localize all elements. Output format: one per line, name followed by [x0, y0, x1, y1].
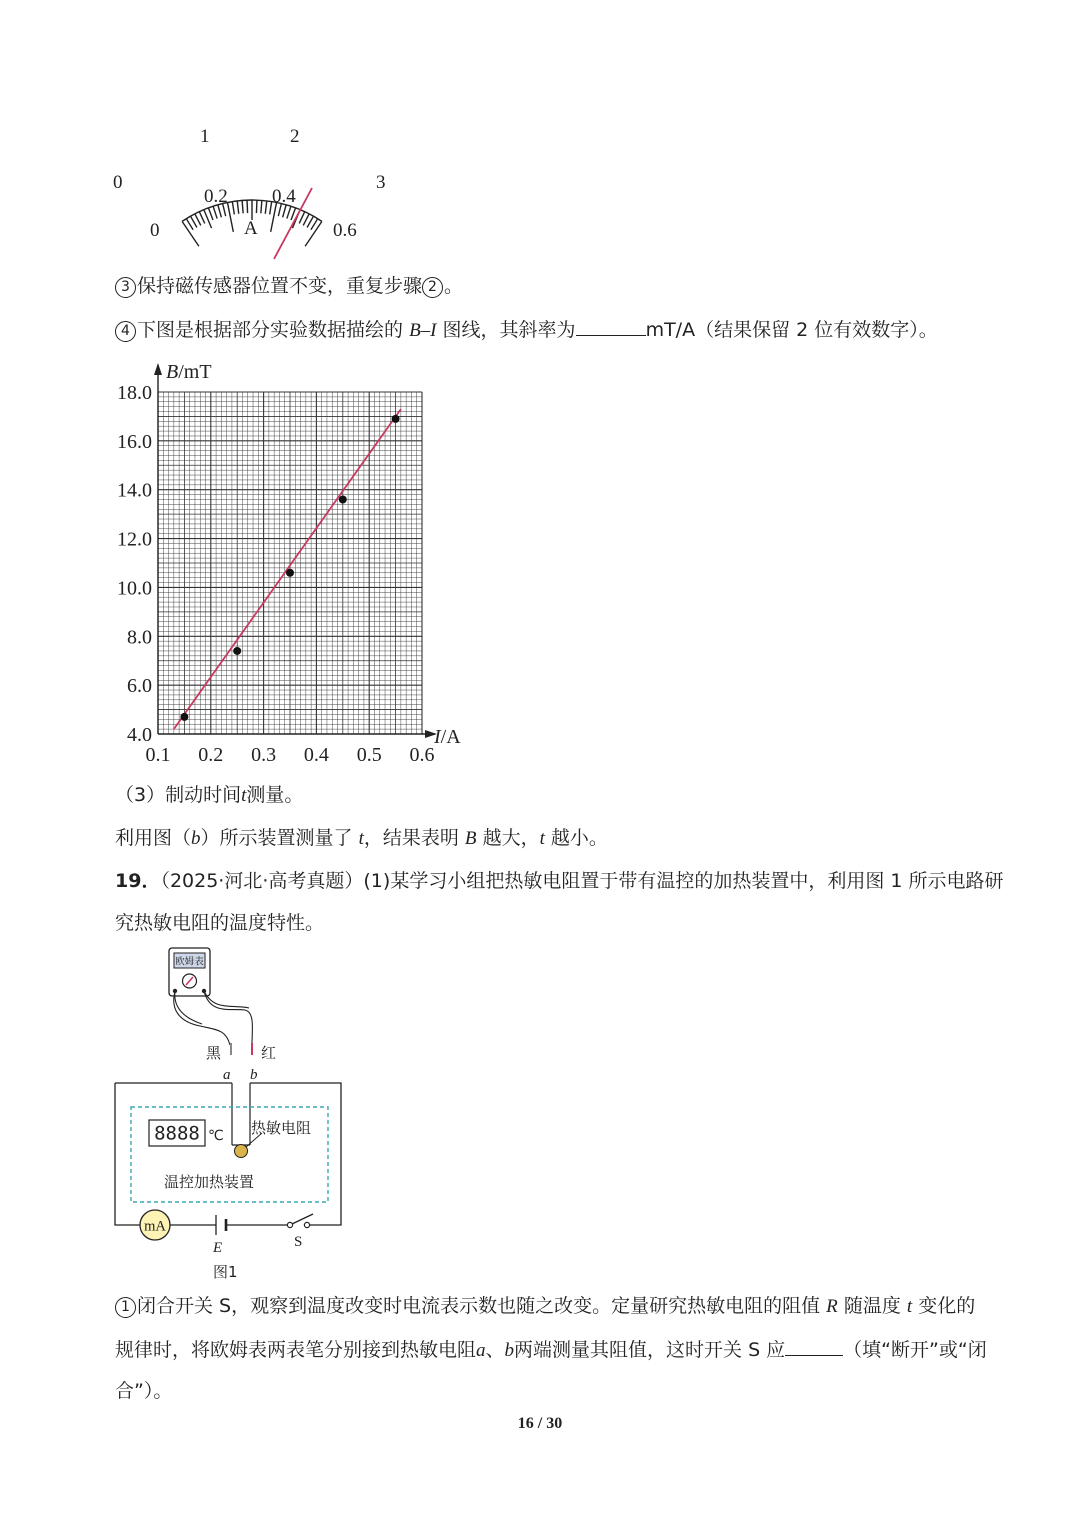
step4-var: B–I: [409, 320, 437, 341]
x-tick-label: 0.3: [251, 744, 277, 766]
q19-step1-line2-c: （填“断开”或“闭: [843, 1339, 987, 1361]
part3-line: [115, 783, 303, 808]
switch-pivot: [287, 1222, 292, 1227]
dial-tick: [199, 212, 204, 224]
dial-inner-tick-3: 0.6: [333, 220, 357, 241]
dial-tick: [195, 214, 201, 226]
y-tick-label: 18.0: [117, 382, 152, 404]
fit-line: [174, 409, 401, 729]
q19-line2: [115, 911, 324, 935]
step4-marker: 4: [115, 321, 136, 342]
dial-inner-tick-0: 0: [150, 220, 160, 241]
data-point: [339, 495, 347, 503]
ohmmeter: [169, 948, 210, 996]
q19-number: 19．: [115, 870, 161, 892]
heater-label: 温控加热装置: [164, 1173, 255, 1191]
chart-y-label: B/mT: [166, 361, 212, 383]
page-number: 16 / 30: [517, 1415, 563, 1432]
x-tick-label: 0.6: [409, 744, 435, 766]
y-tick-label: 16.0: [117, 430, 152, 453]
dial-inner-tick-2: 0.4: [272, 186, 296, 207]
thermistor-bead: [235, 1145, 248, 1158]
part3-desc-B: B: [464, 828, 477, 849]
switch-answer-blank[interactable]: [785, 1337, 843, 1356]
dial-tick: [287, 206, 291, 218]
chart-x-tick-labels: [146, 744, 435, 766]
part3-text-a: （3）制动时间: [115, 784, 242, 806]
terminal-b-label: b: [250, 1067, 258, 1083]
dial-outer-tick-0: 0: [113, 172, 123, 193]
dial-tick: [213, 206, 217, 218]
chart-x-label: I/A: [434, 726, 461, 748]
display-digits: 8888: [154, 1122, 200, 1145]
step3-end: 。: [444, 275, 464, 297]
q19-step1-line1: [115, 1294, 975, 1319]
dial-tick: [208, 208, 213, 220]
y-axis-arrow: [154, 363, 162, 375]
red-probe-label: 红: [261, 1044, 277, 1062]
dial-inner-tick-1: 0.2: [204, 186, 228, 207]
data-point: [233, 647, 241, 655]
step3-marker2: 2: [422, 277, 443, 298]
chart-grid: [158, 392, 422, 734]
chart-y-tick-labels: [117, 382, 152, 746]
dial-tick: [232, 202, 234, 215]
q19-step1-a: a: [476, 1340, 486, 1361]
x-tick-label: 0.2: [198, 744, 224, 766]
dial-tick: [261, 200, 262, 213]
dial-tick: [303, 214, 309, 226]
q19-step1-line3: [115, 1379, 172, 1403]
step3-line: [115, 274, 463, 298]
dial-unit: A: [244, 218, 258, 239]
data-point: [392, 415, 400, 423]
dial-tick: [256, 200, 257, 213]
q19-part: (1): [363, 870, 391, 892]
q19-step1-marker: 1: [115, 1297, 136, 1318]
part3-desc-t1: t: [358, 828, 364, 849]
q19-step1-text-b: 随温度: [843, 1295, 901, 1317]
x-tick-label: 0.5: [356, 744, 382, 766]
part3-desc-a: 利用图（: [115, 827, 192, 849]
part3-desc-text-e: 越小。: [550, 827, 608, 849]
x-tick-label: 0.4: [303, 744, 329, 766]
q19-text-a: 某学习小组把热敏电阻置于带有温控的加热装置中，利用图 1 所示电路研: [390, 870, 1004, 892]
black-lead: [174, 991, 230, 1045]
ohmmeter-label: 欧姆表: [175, 956, 204, 968]
slope-answer-blank[interactable]: [576, 317, 646, 336]
q19-step1-line2-b: 两端测量其阻值，这时开关 S 应: [514, 1339, 786, 1361]
red-lead-2: [204, 991, 249, 1008]
step4-text-b: 图线，其斜率为: [442, 319, 576, 341]
part3-desc-t2: t: [539, 828, 545, 849]
dial-outer-tick-3: 3: [376, 172, 386, 193]
dial-tick: [237, 201, 239, 214]
ammeter-dial: [100, 120, 420, 265]
x-tick-label: 0.1: [145, 744, 171, 766]
switch-blade: [292, 1214, 313, 1224]
step4-text-a: 下图是根据部分实验数据描绘的: [137, 319, 404, 341]
step4-line: [115, 317, 938, 343]
y-tick-label: 8.0: [127, 626, 152, 649]
q19-step1-line2-a: 规律时，将欧姆表两表笔分别接到热敏电阻: [115, 1339, 477, 1361]
display-unit: ℃: [208, 1128, 224, 1144]
step3-text: 保持磁传感器位置不变，重复步骤: [137, 275, 423, 297]
dial-tick: [299, 212, 304, 224]
step3-marker: 3: [115, 277, 136, 298]
q19-line1: [115, 869, 1003, 893]
y-tick-label: 6.0: [127, 675, 152, 698]
part3-var: t: [241, 785, 247, 806]
b-i-chart: [100, 355, 490, 775]
part3-desc-b: b: [191, 828, 201, 849]
data-point: [180, 713, 188, 721]
data-point: [286, 569, 294, 577]
battery-label: E: [213, 1240, 223, 1256]
figure1-caption: 图1: [213, 1263, 238, 1281]
switch-label: S: [294, 1234, 303, 1250]
y-tick-label: 12.0: [117, 528, 152, 551]
q19-step1-line3-text: 合”）。: [115, 1380, 173, 1402]
dial-outer-tick-1: 1: [200, 126, 210, 147]
q19-step1-line2: [115, 1337, 987, 1363]
part3-desc-text-b: ）所示装置测量了: [200, 827, 353, 849]
step4-text-c: mT/A（结果保留 2 位有效数字）。: [645, 319, 938, 341]
q19-text-b: 究热敏电阻的温度特性。: [115, 912, 325, 934]
milliammeter-label: mA: [144, 1218, 166, 1235]
dial-tick: [265, 201, 267, 214]
y-tick-label: 10.0: [117, 577, 152, 600]
part3-desc-text-d: 越大，: [482, 827, 540, 849]
q19-step1-b: b: [504, 1340, 515, 1361]
dial-tick: [242, 200, 243, 213]
red-lead: [204, 991, 252, 1045]
terminal-a-label: a: [223, 1067, 231, 1083]
y-tick-label: 4.0: [127, 724, 152, 746]
dial-outer-tick-2: 2: [290, 126, 300, 147]
black-probe-label: 黑: [206, 1044, 222, 1062]
y-tick-label: 14.0: [117, 479, 152, 502]
thermistor-label: 热敏电阻: [251, 1119, 312, 1137]
q19-step1-text-a: 闭合开关 S，观察到温度改变时电流表示数也随之改变。定量研究热敏电阻的阻值: [137, 1295, 821, 1317]
part3-text-b: 测量。: [246, 784, 304, 806]
figure1-circuit: [100, 940, 360, 1285]
q19-step1-sep: 、: [485, 1339, 505, 1361]
chart-fit-line: [174, 409, 401, 729]
part3-desc-line: [115, 826, 608, 851]
q19-step1-text-c: 变化的: [918, 1295, 976, 1317]
part3-desc-text-c: ，结果表明: [363, 827, 459, 849]
q19-step1-t: t: [906, 1296, 913, 1317]
q19-source: （2025·河北·高考真题）: [160, 870, 364, 892]
q19-step1-R: R: [826, 1296, 838, 1317]
dial-tick: [247, 200, 248, 213]
